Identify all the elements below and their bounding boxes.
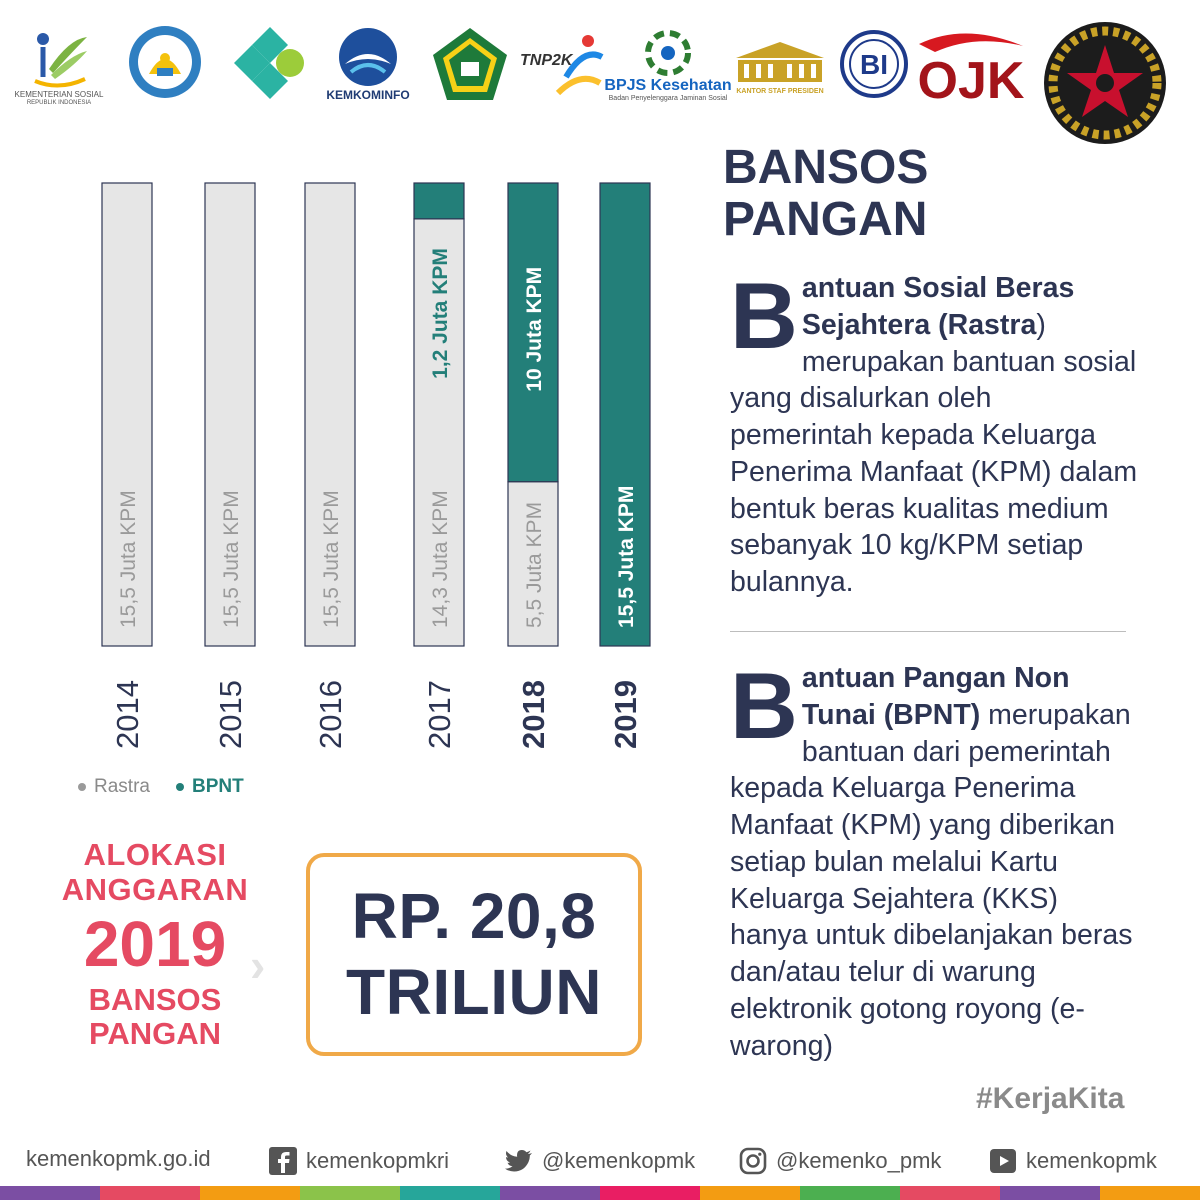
kemenag-logo bbox=[428, 22, 512, 108]
alloc-line1: ALOKASI bbox=[83, 837, 227, 872]
alloc-year: 2019 bbox=[83, 908, 227, 981]
bpnt-text: merupakan bantuan dari pemerintah kepada Keluarga Penerima Manfaat (KPM) yang diberikan setiap bulan melalui Kartu Keluarga Sejahtera (KKS) hanya untuk dibelanjakan beras dan/atau telur di warung elektronik gotong royong (e-warong) bbox=[730, 698, 1133, 1062]
legend-bpnt-dot-icon bbox=[176, 783, 184, 791]
x-tick-label-2014: 2014 bbox=[110, 680, 145, 749]
bpjs-kesehatan-logo bbox=[604, 20, 732, 112]
kemensos-caption: KEMENTERIAN SOSIAL bbox=[14, 90, 104, 100]
tut-wuri-emblem-icon bbox=[127, 24, 203, 100]
section-divider bbox=[730, 631, 1126, 632]
ksp-building-icon bbox=[734, 40, 826, 88]
ksp-caption: KANTOR STAF PRESIDEN bbox=[736, 88, 824, 96]
rastra-term: antuan Sosial Beras Sejahtera (Rastra bbox=[801, 272, 1075, 341]
bar-label-bpnt-2018: 10 Juta KPM bbox=[523, 266, 546, 392]
chart-legend bbox=[78, 776, 244, 798]
budget-amount-box bbox=[306, 853, 642, 1056]
twitter-icon bbox=[504, 1146, 534, 1176]
garuda-emblem-logo bbox=[1040, 18, 1170, 148]
youtube-icon bbox=[988, 1146, 1018, 1176]
kominfo-emblem-icon bbox=[337, 26, 399, 88]
ojk-letters: OJK bbox=[917, 52, 1025, 106]
kemensos-sub: REPUBLIK INDONESIA bbox=[26, 100, 92, 107]
page-title-line1: BANSOS bbox=[723, 141, 929, 194]
footer bbox=[0, 1140, 1200, 1184]
bpnt-dropcap: B bbox=[730, 653, 798, 758]
legend-rastra-dot-icon bbox=[78, 783, 86, 791]
footer-twitter[interactable] bbox=[504, 1146, 695, 1176]
kemkominfo-caption: KEMKOMINFO bbox=[326, 88, 410, 102]
legend-item-bpnt bbox=[176, 776, 244, 798]
bi-emblem-icon bbox=[839, 29, 909, 99]
allocation-heading bbox=[50, 838, 260, 1052]
bpjs-caption: BPJS Kesehatan bbox=[604, 77, 732, 95]
alloc-line3: BANSOS bbox=[88, 981, 222, 1017]
page-title-line2: PANGAN bbox=[723, 192, 928, 246]
kpm-bar-chart bbox=[60, 175, 660, 775]
amount-line1: RP. 20,8 bbox=[351, 879, 597, 952]
bar-bpnt-2017 bbox=[414, 183, 464, 219]
kpm-bar-chart-svg bbox=[60, 175, 660, 775]
bar-label-bpnt-2019: 15,5 Juta KPM bbox=[615, 485, 638, 628]
bar-label-rastra-2018: 5,5 Juta KPM bbox=[523, 501, 546, 628]
kemensos-logo bbox=[14, 18, 104, 118]
chevron-right-icon: › bbox=[250, 939, 266, 991]
alloc-line4: PANGAN bbox=[88, 1016, 222, 1052]
bar-label-bpnt-2017: 1,2 Juta KPM bbox=[429, 248, 452, 379]
page-title bbox=[723, 142, 928, 246]
bpjs-emblem-icon bbox=[644, 29, 692, 77]
tut-wuri-handayani-logo bbox=[125, 22, 205, 102]
tnp2k-logo bbox=[515, 24, 611, 110]
bar-label-rastra-2017: 14,3 Juta KPM bbox=[429, 490, 452, 628]
footer-website-label[interactable]: kemenkopmk.go.id bbox=[26, 1146, 211, 1171]
rastra-dropcap: B bbox=[730, 263, 798, 368]
bar-label-rastra-2014: 15,5 Juta KPM bbox=[117, 490, 140, 628]
ojk-emblem-icon bbox=[915, 26, 1027, 106]
footer-website[interactable] bbox=[26, 1146, 211, 1172]
footer-youtube[interactable] bbox=[988, 1146, 1157, 1176]
kemenkes-logo bbox=[228, 18, 312, 108]
kantor-staf-presiden-logo bbox=[730, 28, 830, 108]
x-tick-label-2015: 2015 bbox=[213, 680, 248, 749]
ojk-logo bbox=[913, 24, 1029, 108]
tnp2k-emblem-icon bbox=[518, 27, 608, 107]
instagram-icon bbox=[738, 1146, 768, 1176]
rastra-description bbox=[730, 263, 1140, 601]
kemenag-emblem-icon bbox=[431, 26, 509, 104]
bpnt-term: antuan Pangan Non Tunai (BPNT) bbox=[801, 662, 1070, 731]
bar-label-rastra-2016: 15,5 Juta KPM bbox=[320, 490, 343, 628]
legend-rastra-label: Rastra bbox=[94, 776, 150, 797]
footer-twitter-label[interactable]: @kemenkopmk bbox=[542, 1148, 696, 1173]
kemenkes-emblem-icon bbox=[230, 23, 310, 103]
svg-text:TNP2K: TNP2K bbox=[520, 52, 573, 69]
bi-letters: BI bbox=[860, 49, 888, 80]
legend-item-rastra bbox=[78, 776, 150, 798]
facebook-icon bbox=[268, 1146, 298, 1176]
kemkominfo-logo bbox=[320, 18, 416, 110]
x-tick-label-2016: 2016 bbox=[313, 680, 348, 749]
footer-instagram[interactable] bbox=[738, 1146, 941, 1176]
x-tick-label-2019: 2019 bbox=[608, 680, 643, 749]
footer-instagram-label[interactable]: @kemenko_pmk bbox=[776, 1148, 942, 1173]
rastra-text: ) merupakan bantuan sosial yang disalurkan oleh pemerintah kepada Keluarga Penerima Manfaat (KPM) dalam bentuk beras kualitas medium sebanyak 10 kg/KPM setiap bulannya. bbox=[730, 308, 1138, 598]
kemensos-emblem-icon bbox=[29, 29, 89, 91]
alloc-line2: ANGGARAN bbox=[61, 871, 249, 907]
legend-bpnt-label: BPNT bbox=[191, 776, 244, 797]
footer-youtube-label[interactable]: kemenkopmk bbox=[1026, 1148, 1157, 1173]
decorative-color-band bbox=[0, 1186, 1200, 1200]
bpjs-sub: Badan Penyelenggara Jaminan Sosial bbox=[608, 95, 728, 103]
footer-facebook-label[interactable]: kemenkopmkri bbox=[306, 1148, 450, 1173]
bar-label-rastra-2015: 15,5 Juta KPM bbox=[220, 490, 243, 628]
x-tick-label-2017: 2017 bbox=[422, 680, 457, 749]
amount-line2: TRILIUN bbox=[346, 955, 602, 1028]
footer-facebook[interactable] bbox=[268, 1146, 449, 1176]
hashtag: #KerjaKita bbox=[976, 1082, 1125, 1115]
bpnt-description bbox=[730, 653, 1140, 1064]
bank-indonesia-logo bbox=[838, 26, 910, 102]
partner-logos bbox=[14, 18, 1180, 128]
x-tick-label-2018: 2018 bbox=[516, 680, 551, 749]
garuda-seal-icon bbox=[1043, 21, 1167, 145]
